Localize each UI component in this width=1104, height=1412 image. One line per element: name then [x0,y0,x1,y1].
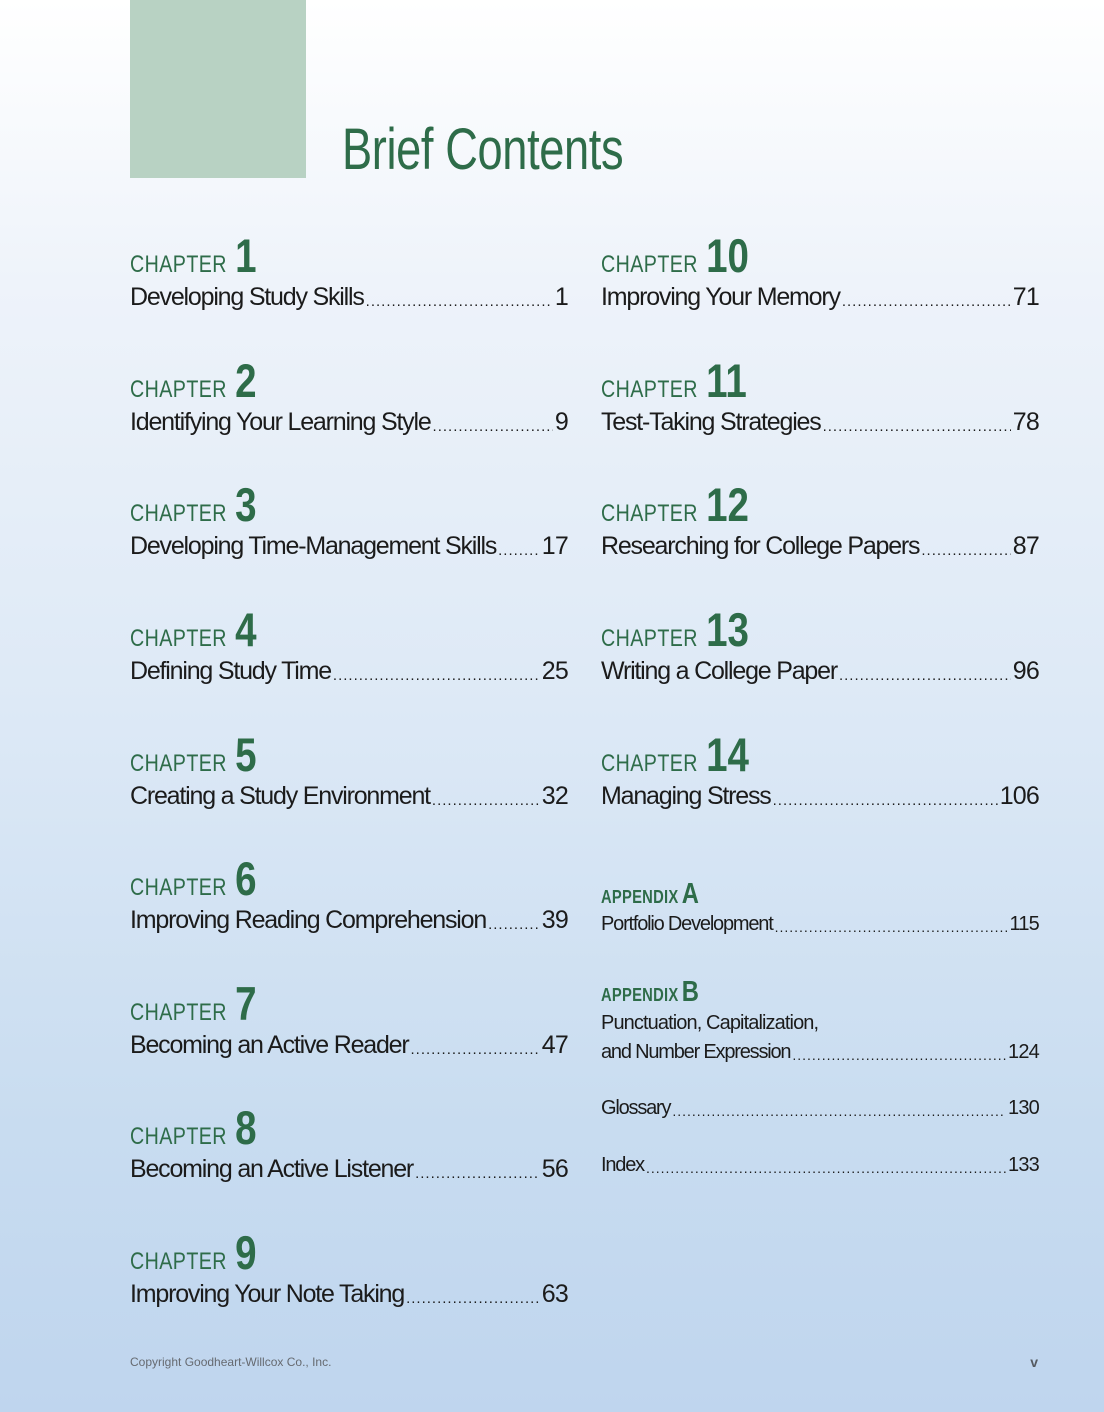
chapter-keyword: CHAPTER [130,500,227,527]
chapter-keyword: CHAPTER [130,1123,227,1150]
chapter-number: 2 [235,354,257,407]
chapter-number: 8 [235,1101,257,1154]
chapter-number: 9 [235,1226,257,1279]
dot-leader [433,419,553,437]
chapter-keyword: CHAPTER [130,376,227,403]
chapter-title: Improving Your Memory [601,283,840,311]
page-number: 25 [541,657,568,685]
appendix-title-line [601,912,1039,936]
chapter-title-line [130,409,568,437]
chapter-heading [130,603,257,656]
dot-leader [839,668,1011,686]
chapter-heading [601,728,749,781]
chapter-heading [601,478,749,531]
page-number: 106 [999,782,1039,810]
chapter-keyword: CHAPTER [601,625,698,652]
page-number: 71 [1012,283,1039,311]
chapter-title: Developing Time-Management Skills [130,532,497,560]
appendix-title: Portfolio Development [601,913,773,935]
chapter-title: Defining Study Time [130,657,331,685]
chapter-heading [130,977,257,1030]
chapter-heading [130,229,257,282]
chapter-keyword: CHAPTER [130,750,227,777]
chapter-number: 13 [706,603,749,656]
dot-leader [366,294,553,312]
page-number: 9 [554,408,568,436]
chapter-keyword: CHAPTER [601,500,698,527]
page-number: 124 [1008,1041,1039,1063]
chapter-number: 10 [706,229,749,282]
footer-copyright: Copyright Goodheart-Willcox Co., Inc. [130,1355,332,1369]
appendix-title-line-2: and Number Expression [601,1041,791,1063]
dot-leader [432,793,540,811]
chapter-title-line [130,783,568,811]
chapter-keyword: CHAPTER [130,1248,227,1275]
chapter-title: Developing Study Skills [130,283,364,311]
chapter-heading [130,1226,257,1279]
index-title: Index [601,1154,644,1176]
dot-leader [842,294,1011,312]
dot-leader [773,793,998,811]
page-number: 39 [541,906,568,934]
chapter-number: 5 [235,728,257,781]
chapter-heading [130,852,257,905]
chapter-title: Becoming an Active Reader [130,1031,409,1059]
page-number: 17 [541,532,568,560]
page-number: 133 [1008,1154,1039,1176]
chapter-heading [601,229,749,282]
dot-leader [775,920,1008,936]
chapter-title: Test-Taking Strategies [601,408,821,436]
chapter-title-line [601,658,1039,686]
chapter-keyword: CHAPTER [601,251,698,278]
appendix-title-line [601,1040,1039,1064]
chapter-heading [130,1101,257,1154]
appendix-heading [601,880,699,909]
dot-leader [498,543,540,561]
dot-leader [921,543,1010,561]
chapter-title-line [130,533,568,561]
chapter-number: 14 [706,728,749,781]
dot-leader [415,1166,540,1184]
chapter-heading [130,354,257,407]
chapter-title-line [601,783,1039,811]
chapter-number: 11 [706,354,747,407]
page-number: 87 [1012,532,1039,560]
appendix-title-line-1: Punctuation, Capitalization, [601,1012,819,1034]
chapter-title-line [601,409,1039,437]
chapter-number: 6 [235,852,257,905]
chapter-number: 7 [235,977,257,1030]
page-number: 32 [541,782,568,810]
dot-leader [646,1161,1006,1177]
chapter-number: 12 [706,478,749,531]
page-number: 115 [1009,913,1039,935]
chapter-title-line [130,1032,568,1060]
dot-leader [333,668,540,686]
chapter-title-line [130,1156,568,1184]
chapter-heading [601,354,747,407]
chapter-title: Identifying Your Learning Style [130,408,431,436]
chapter-title: Improving Reading Comprehension [130,906,487,934]
page-number: 130 [1008,1097,1039,1119]
chapter-number: 3 [235,478,257,531]
footer-page-number: v [1030,1354,1038,1370]
chapter-keyword: CHAPTER [601,376,698,403]
chapter-title: Managing Stress [601,782,771,810]
chapter-title-line [130,658,568,686]
dot-leader [488,917,540,935]
page-title: Brief Contents [342,117,624,182]
chapter-title-line [601,533,1039,561]
chapter-keyword: CHAPTER [130,251,227,278]
chapter-title: Writing a College Paper [601,657,837,685]
page-number: 78 [1012,408,1039,436]
page-number: 1 [554,283,568,311]
dot-leader [792,1048,1006,1064]
index-line [601,1153,1039,1177]
chapter-number: 1 [235,229,257,282]
chapter-heading [130,728,257,781]
page-number: 63 [541,1280,568,1308]
chapter-keyword: CHAPTER [130,625,227,652]
page-number: 56 [541,1155,568,1183]
chapter-title: Becoming an Active Listener [130,1155,414,1183]
chapter-title: Researching for College Papers [601,532,920,560]
appendix-letter: B [681,976,699,1008]
chapter-title-line [130,1281,568,1309]
chapter-title-line [130,907,568,935]
dot-leader [823,419,1011,437]
dot-leader [406,1291,540,1309]
page-number: 47 [541,1031,568,1059]
appendix-letter: A [681,878,699,910]
chapter-keyword: CHAPTER [130,874,227,901]
appendix-heading [601,978,699,1007]
appendix-keyword: APPENDIX [601,887,679,907]
chapter-heading [601,603,749,656]
chapter-title: Improving Your Note Taking [130,1280,405,1308]
glossary-line [601,1096,1039,1120]
page-number: 96 [1012,657,1039,685]
chapter-title-line [130,284,568,312]
chapter-heading [130,478,257,531]
chapter-keyword: CHAPTER [130,999,227,1026]
chapter-number: 4 [235,603,257,656]
dot-leader [411,1042,540,1060]
decorative-green-block [130,0,306,178]
chapter-keyword: CHAPTER [601,750,698,777]
glossary-title: Glossary [601,1097,671,1119]
appendix-keyword: APPENDIX [601,985,679,1005]
dot-leader [672,1104,1006,1120]
chapter-title: Creating a Study Environment [130,782,430,810]
chapter-title-line [601,284,1039,312]
